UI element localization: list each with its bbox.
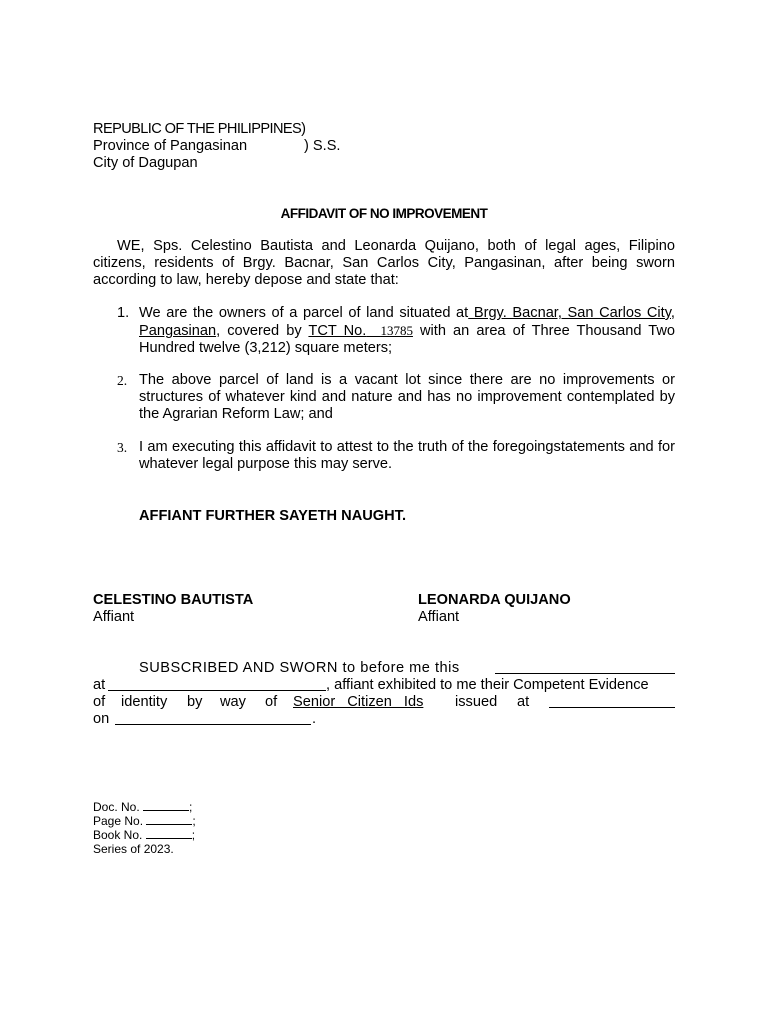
item1-post: with an area of Three Thousand Two Hundred twelve (3,212) square meters;	[139, 323, 675, 356]
jurat-line-2	[93, 677, 675, 694]
place-blank[interactable]	[108, 677, 326, 691]
book-no-line	[93, 828, 196, 842]
word-by: by	[187, 694, 203, 710]
jurat-section	[93, 660, 675, 728]
tct-reference	[308, 323, 413, 339]
semicolon: ;	[191, 828, 196, 842]
word-at: at	[517, 694, 530, 710]
item-text	[139, 305, 675, 357]
venue-header	[93, 121, 423, 172]
item1-mid: , covered by	[216, 323, 309, 339]
intro-text-b: after being sworn according to law, hereby depose and state that:	[93, 255, 675, 288]
semicolon: ;	[189, 800, 193, 814]
tct-number: 13785	[380, 323, 413, 338]
item-number: 2.	[117, 373, 128, 388]
intro-underlined-comma: ,	[541, 255, 546, 271]
book-no-label: Book No.	[93, 828, 143, 842]
jurat-at: at	[93, 677, 106, 693]
list-item-3	[117, 439, 675, 473]
jurat-line-1	[93, 660, 675, 677]
notarial-register	[93, 800, 196, 856]
item1-pre: We are the owners of a parcel of land situated at	[139, 305, 469, 321]
list-item-1	[117, 305, 675, 357]
word-on: on	[93, 711, 110, 727]
item-number: 1.	[117, 305, 130, 321]
doc-no-label: Doc. No.	[93, 800, 140, 814]
closing-statement: AFFIANT FURTHER SAYETH NAUGHT.	[139, 508, 407, 524]
word-way: way	[220, 694, 246, 710]
signatory-name: LEONARDA QUIJANO	[418, 592, 571, 608]
province-line	[93, 138, 423, 155]
doc-no-line	[93, 800, 196, 814]
signatory-1	[93, 592, 253, 626]
word-of-2: of	[265, 694, 278, 710]
intro-text-a: WE, Sps. Celestino Bautista and Leonarda Quijano, both of legal ages, Filipino citizens, residents of Brgy. Bacnar, San Carlos City, Pangasinan	[93, 238, 675, 271]
semicolon: ;	[192, 814, 196, 828]
jurat-line-3	[93, 694, 675, 711]
signatory-name: CELESTINO BAUTISTA	[93, 592, 254, 608]
date-blank[interactable]	[495, 660, 675, 674]
jurat-evidence-text: , affiant exhibited to me their Competent Evidence	[326, 677, 649, 693]
republic-line: REPUBLIC OF THE PHILIPPINES)	[93, 121, 306, 137]
signatory-role: Affiant	[418, 609, 460, 625]
issued-date-blank[interactable]	[115, 711, 311, 725]
signatory-role: Affiant	[93, 609, 135, 625]
jurat-period: .	[312, 711, 317, 727]
doc-no-blank[interactable]	[143, 800, 189, 811]
document-title: AFFIDAVIT OF NO IMPROVEMENT	[280, 206, 488, 221]
intro-paragraph	[93, 238, 675, 289]
word-issued: issued	[455, 694, 498, 710]
city-line: City of Dagupan	[93, 155, 198, 171]
word-of: of	[93, 694, 106, 710]
item-text: I am executing this affidavit to attest to the truth of the foregoingstatements and for whatever legal purpose this may serve.	[139, 439, 675, 472]
series-line: Series of 2023.	[93, 842, 174, 856]
page-no-blank[interactable]	[146, 814, 192, 825]
ss-marker: ) S.S.	[304, 138, 341, 154]
item-text: The above parcel of land is a vacant lot since there are no improvements or structures of whatever kind and nature and has no improvement contemplated by the Agrarian Reform Law; and	[139, 372, 675, 422]
page-no-label: Page No.	[93, 814, 144, 828]
issued-place-blank[interactable]	[549, 694, 675, 708]
word-identity: identity	[121, 694, 168, 710]
item1-location: Brgy. Bacnar, San Carlos City, Pangasinan	[139, 305, 675, 339]
province-text: Province of Pangasinan	[93, 138, 248, 154]
jurat-subscribed: SUBSCRIBED AND SWORN to before me this	[139, 660, 460, 676]
item-number: 3.	[117, 440, 128, 455]
book-no-blank[interactable]	[146, 828, 192, 839]
list-item-2	[117, 372, 675, 423]
tct-label: TCT No.	[308, 323, 367, 339]
signatory-2	[418, 592, 571, 626]
jurat-line-4	[93, 711, 675, 728]
evidence-type: Senior Citizen Ids	[293, 694, 424, 710]
page-no-line	[93, 814, 196, 828]
